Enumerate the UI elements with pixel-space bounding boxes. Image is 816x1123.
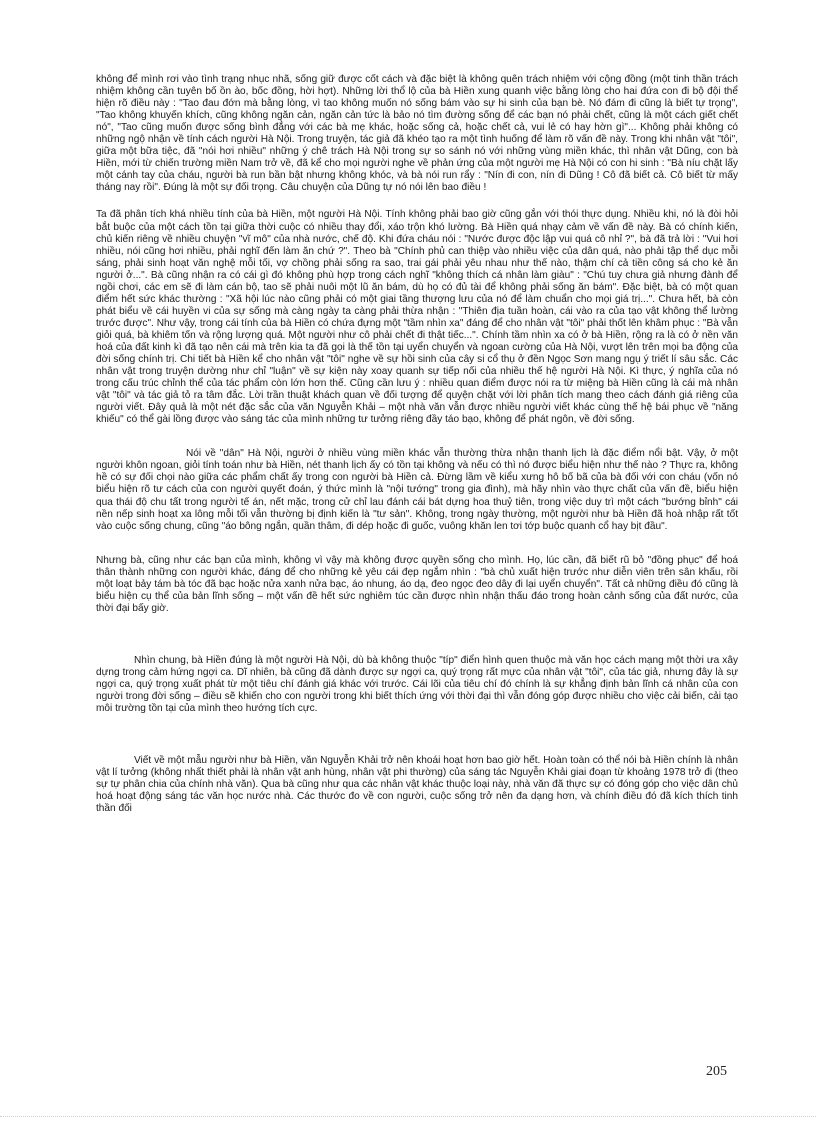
bottom-border [0,1116,816,1118]
paragraph-3: Nói về "dân" Hà Nội, người ở nhiều vùng miền khác vẫn thường thừa nhận thanh lịch là đặc điểm nổi bật. Vậy, ở một người khôn ngoan, giỏi tính toán như bà Hiền, nét thanh lịch ấy có tồn tại không và nếu có thì nó được biểu hiện như thế nào ? Thực ra, không hề có sự đối chọi nào giữa các phẩm chất ấy trong con người bà Hiền cả. Đừng lầm về kiểu xưng hô bố bã của bà đối với con cháu (vốn nó biểu hiện rõ tư cách của con người quyết đoán, ý thức mình là "nội tướng" trong gia đình), mà hãy nhìn vào thực chất của vấn đề, biểu hiện qua thái độ chu tất trong người tế án, nết mặc, trong cử chỉ lau đánh cái bát dựng hoa thuỷ tiên, trong việc duy trì một cách "bướng bỉnh" cái nền nếp sinh hoạt xa lông mỗi tối vẫn thường bị định kiến là "tư sản". Không, trong ngày thường, một người như bà Hiền đã hoà nhập rất tốt vào cuộc sống chung, cũng "áo bông ngắn, quần thâm, đi dép hoặc đi guốc, vuông khăn len tơi tớp buộc quanh cổ hay bịt đầu". [96,448,738,532]
spacer [96,533,738,555]
spacer [96,715,738,755]
page-body [96,74,738,815]
paragraph-4: Nhưng bà, cũng như các bạn của mình, không vì vậy mà không được quyền sống cho mình. Họ, lúc cần, đã biết rũ bỏ "đồng phục" để hoá thân thành những con người khác, đáng để cho những kẻ yêu cái đẹp ngắm nhìn : "bà chủ xuất hiện trước như diễn viên trên sân khấu, rồi một loạt bảy tám bà tóc đã bạc hoặc nửa xanh nửa bạc, áo nhung, áo dạ, đeo ngọc đeo dây đi lại uyển chuyển". Tất cả những điều đó cũng là biểu hiện cụ thể của bản lĩnh sống – một vấn đề hết sức nghiêm túc cần được nhìn nhận thấu đáo trong hoàn cảnh sống của đất nước, của thời đại bấy giờ. [96,554,738,614]
paragraph-5: Nhìn chung, bà Hiền đúng là một người Hà Nội, dù bà không thuộc "típ" điển hình quen thuộc mà văn học cách mạng một thời ưa xây dựng trong cảm hứng ngợi ca. Dĩ nhiên, bà cũng đã dành được sự ngợi ca, quý trọng rất mực của nhân vật "tôi", của tác giả, nhưng đây là sự ngợi ca, quý trọng xuất phát từ một tiêu chí đánh giá khác với trước. Cái lõi của tiêu chí đó chính là sự khẳng định bản lĩnh cá nhân của con người trong đời sống – điều sẽ khiến cho con người trong khi biết thích ứng với thời đại thì vẫn đóng góp được nhiều cho việc cải biến, cải tạo môi trường tồn tại của mình theo hướng tích cực. [96,654,738,715]
paragraph-1: không để mình rơi vào tình trạng nhục nhã, sống giữ được cốt cách và đặc biệt là không quên trách nhiệm với cộng đồng (một tinh thần trách nhiệm không cần tuyên bố ồn ào, bốc đồng, hời hợt). Những lời thổ lộ của bà Hiền xung quanh việc bằng lòng cho hai đứa con đi bộ đội thể hiện rõ điều này : "Tao đau đớn mà bằng lòng, vì tao không muốn nó sống bám vào sự hi sinh của bạn bè. Nó đám đi cũng là biết tự trọng", "Tao không khuyến khích, cũng không ngăn cản, ngăn cản tức là bảo nó tìm đường sống để các bạn nó phải chết, cũng là một cách giết chết nó", "Tao cũng muốn được sống bình đẳng với các bà mẹ khác, hoặc sống cả, hoặc chết cả, vui lẻ có hay hờn gì"... Không phải không có những ngộ nhận về tính cách người Hà Nội. Trong truyện, tác giả đã khéo tạo ra một tình huống để làm rõ vấn đề này. Trong khi nhân vật "tôi", giữa một bữa tiệc, đã "nói hơi nhiều" những ý chê trách Hà Nội trong sự so sánh nó với những vùng miền khác, thì nhân vật Dũng, con bà Hiền, mới từ chiến trường miền Nam trở về, đã kể cho mọi người nghe về phản ứng của một người mẹ Hà Nội có con hi sinh : "Bà níu chặt lấy một cánh tay của cháu, người bà run bần bật nhưng không khóc, và bà nói run rẩy : "Nín đi con, nín đi Dũng ! Cô đã biết cả. Cô biết từ mấy tháng nay rồi". Đúng là một sự đối trọng. Câu chuyện của Dũng tự nó nói lên bao điều ! [96,74,738,194]
spacer [96,426,738,448]
spacer [96,615,738,655]
page-number: 205 [706,1064,727,1079]
paragraph-2: Ta đã phân tích khá nhiều tính của bà Hiền, một người Hà Nội. Tính không phải bao giờ cũng gắn với thói thực dụng. Nhiều khi, nó là đòi hỏi bắt buộc của một cách tồn tại giữa thời cuộc có nhiều thay đổi, xáo trộn khó lường. Bà Hiền quá nhạy cảm về vấn đề này. Bà có chính kiến, chủ kiến riêng về nhiều chuyện "vĩ mô" của nhà nước, chế độ. Khi đứa cháu nói : "Nước được độc lập vui quá cô nhỉ ?", bà đã trả lời : "Vui hơi nhiều, nói cũng hơi nhiều, phải nghĩ đến làm ăn chứ ?". Theo bà "Chính phủ can thiệp vào nhiều việc của dân quá, nào phải tập thể dục mỗi sáng, phải sinh hoạt văn nghệ mỗi tối, vợ chồng phải sống ra sao, trai gái phải yêu nhau như thế nào, thậm chí cả tiền công sá cho kẻ ăn người ở...". Bà cũng nhận ra có cái gì đó không phù hợp trong cách nghĩ "không thích cá nhân làm giàu" : "Chú tuy chưa giả nhưng đành để ngồi chơi, các em sẽ đi làm cán bộ, tao sẽ phải nuôi một lũ ăn bám, dù họ có đủ tài để không phải sống ăn bám". Đặc biệt, bà có một quan điểm hết sức khác thường : "Xã hội lúc nào cũng phải có một giai tầng thượng lưu của nó để làm chuẩn cho mọi giá trị...". Chưa hết, bà còn phát biểu về cái huyền vi của sự sống mà càng ngày ta càng phải thừa nhận : "Thiên địa tuần hoàn, cái vào ra của tạo vật không thể lường trước được". Như vậy, trong cái tính của bà Hiền có chứa đựng một "tầm nhìn xa" đáng để cho nhân vật "tôi" phải thốt lên khâm phục : "Bà vẫn giỏi quá, bà khiêm tốn và rộng lượng quá. Một người như cô phải chết đi thật tiếc...". Chính tầm nhìn xa có ở bà Hiền, rộng ra là có ở nền văn hoá của đất kinh kì đã tạo nên cái mà trên kia ta đã gọi là thế tồn tại uyển chuyển và ngoan cường của Hà Nội, vượt lên trên mọi ba động của đời sống chính trị. Chi tiết bà Hiền kể cho nhân vật "tôi" nghe về sự hồi sinh của cây si cổ thụ ở đền Ngọc Sơn mang ngụ ý triết lí sâu sắc. Các nhân vật trong truyện dường như chỉ "luận" về sự kiện này xoay quanh sự tiếp nối của nhiều thế hệ người Hà Nội. Kì thực, ý nghĩa của nó trong cấu trúc chỉnh thể của tác phẩm còn lớn hơn thế. Cũng cần lưu ý : nhiều quan điểm được nói ra từ miệng bà Hiền cũng là cái mà nhân vật "tôi" và tác giả tỏ ra tâm đắc. Lời trần thuật khách quan về đối tượng để quyện chặt với lời phân tích mang theo cách đánh giá riêng của người viết. Đây quả là một nét đặc sắc của văn Nguyễn Khải – một nhà văn vẫn được nhiều người viết khác cùng thế hệ bái phục về "năng khiếu" có thể gài lồng được vào sáng tác của mình những tư tưởng riêng đầy táo bạo, không để phát ngôn, về đời sống. [96,209,738,426]
spacer [96,194,738,209]
paragraph-6: Viết về một mẫu người như bà Hiền, văn Nguyễn Khải trở nên khoái hoạt hơn bao giờ hết. Hoàn toàn có thể nói bà Hiền chính là nhân vật lí tưởng (không nhất thiết phải là nhân vật anh hùng, nhân vật phi thường) của sáng tác Nguyễn Khải giai đoạn từ khoảng 1978 trở đi (theo sự tự phân chia của chính nhà văn). Qua bà cũng như qua các nhân vật khác thuộc loại này, nhà văn đã thực sự có đóng góp cho việc dân chủ hoá hoạt động sáng tác văn học nước nhà. Các thước đo về con người, cuộc sống trở nên đa dạng hơn, và chính điều đó đã kích thích tinh thần đối [96,755,738,815]
